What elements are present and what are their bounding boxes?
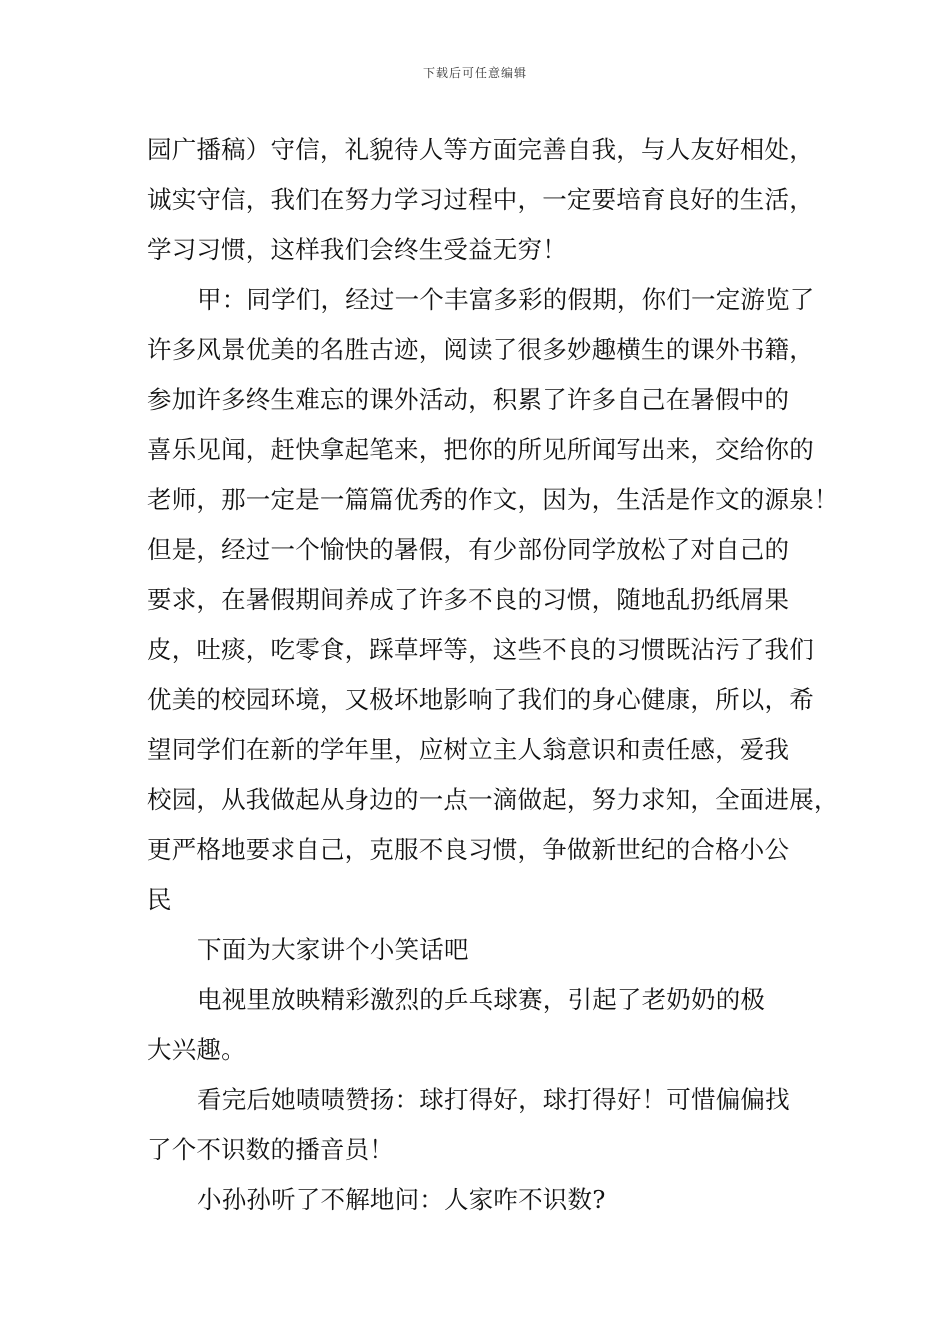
document-body — [147, 125, 839, 1225]
page-header: 下载后可任意编辑 — [422, 66, 527, 80]
paragraph-start-line: 下面为大家讲个小笑话吧 — [197, 935, 469, 964]
text-line: 园广播稿）守信，礼貌待人等方面完善自我，与人友好相处， — [147, 135, 814, 164]
text-line: 皮，吐痰，吃零食，踩草坪等，这些不良的习惯既沾污了我们 — [147, 635, 814, 664]
text-line: 诚实守信，我们在努力学习过程中，一定要培育良好的生活， — [147, 185, 814, 214]
paragraph-start-line: 看完后她啧啧赞扬：球打得好，球打得好！可惜偏偏找 — [197, 1085, 790, 1114]
text-line: 优美的校园环境，又极坏地影响了我们的身心健康，所以，希 — [147, 685, 814, 714]
text-line: 学习习惯，这样我们会终生受益无穷！ — [147, 235, 567, 264]
text-line: 喜乐见闻，赶快拿起笔来，把你的所见所闻写出来，交给你的 — [147, 435, 814, 464]
text-line: 但是，经过一个愉快的暑假，有少部份同学放松了对自己的 — [147, 535, 790, 564]
paragraph-start-line: 甲：同学们，经过一个丰富多彩的假期，你们一定游览了 — [197, 285, 815, 314]
text-line: 要求，在暑假期间养成了许多不良的习惯，随地乱扔纸屑果 — [147, 585, 790, 614]
text-line: 了个不识数的播音员！ — [147, 1135, 394, 1164]
text-line: 参加许多终生难忘的课外活动，积累了许多自己在暑假中的 — [147, 385, 790, 414]
paragraph-start-line: 电视里放映精彩激烈的乒乓球赛，引起了老奶奶的极 — [197, 985, 766, 1014]
text-line: 更严格地要求自己，克服不良习惯，争做新世纪的合格小公 — [147, 835, 790, 864]
text-line: 大兴趣。 — [147, 1035, 246, 1064]
paragraph-start-line: 小孙孙听了不解地问：人家咋不识数? — [197, 1185, 606, 1214]
text-line: 许多风景优美的名胜古迹，阅读了很多妙趣横生的课外书籍， — [147, 335, 814, 364]
text-line: 民 — [147, 885, 172, 914]
text-line: 望同学们在新的学年里，应树立主人翁意识和责任感，爱我 — [147, 735, 790, 764]
text-line: 校园，从我做起从身边的一点一滴做起，努力求知，全面进展， — [147, 785, 839, 814]
text-line: 老师，那一定是一篇篇优秀的作文，因为，生活是作文的源泉！ — [147, 485, 839, 514]
